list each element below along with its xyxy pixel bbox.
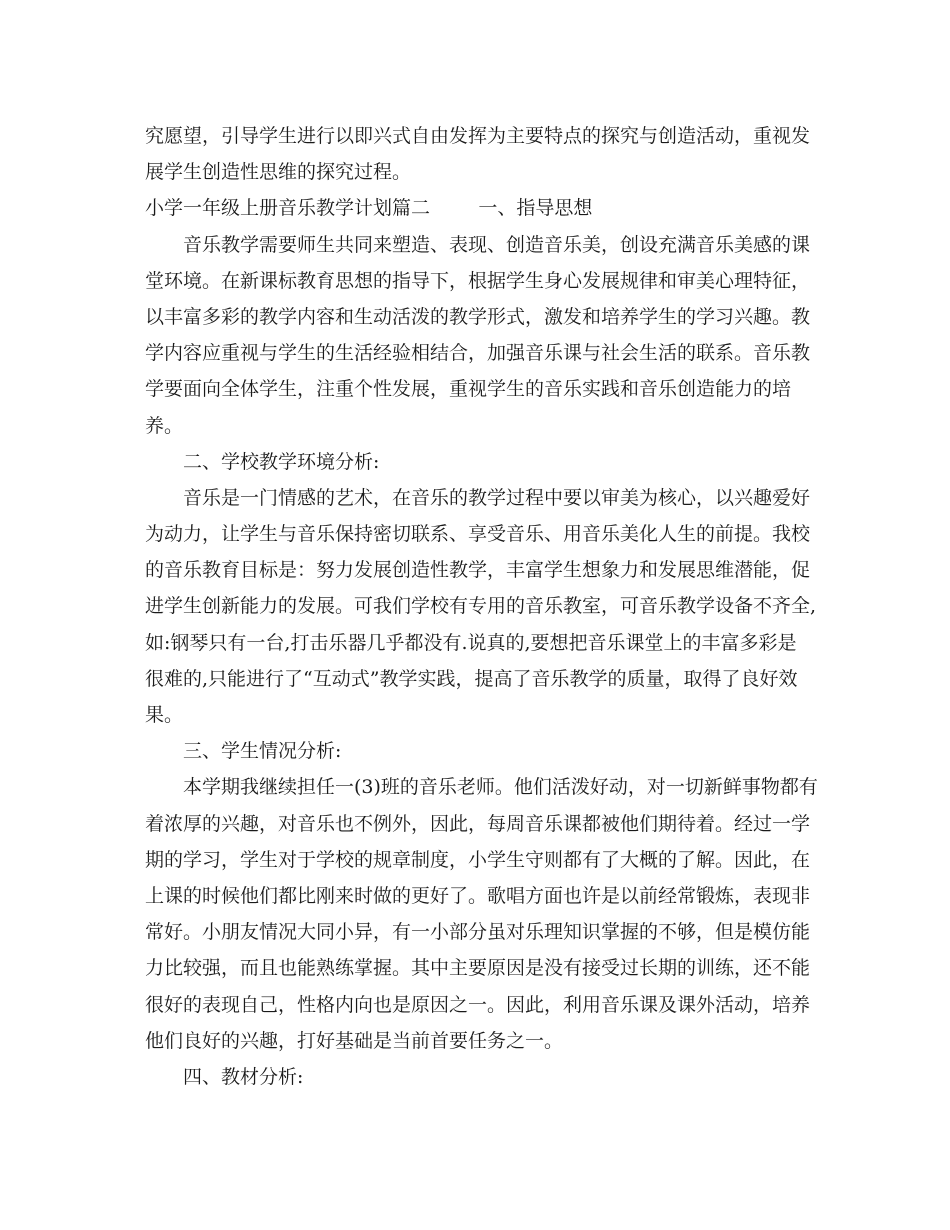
text-line: 如:钢琴只有一台,打击乐器几乎都没有.说真的,要想把音乐课堂上的丰富多彩是 — [145, 631, 797, 654]
text-line: 以丰富多彩的教学内容和生动活泼的教学形式，激发和培养学生的学习兴趣。教 — [145, 305, 811, 328]
text-line: 常好。小朋友情况大同小异，有一小部分虽对乐理知识掌握的不够，但是模仿能 — [145, 921, 811, 944]
text-line: 学内容应重视与学生的生活经验相结合，加强音乐课与社会生活的联系。音乐教 — [145, 342, 811, 365]
paragraph-start: 音乐是一门情感的艺术，在音乐的教学过程中要以审美为核心，以兴趣爱好 — [183, 486, 811, 509]
section-heading: 三、学生情况分析: — [183, 740, 342, 763]
text-line: 展学生创造性思维的探究过程。 — [145, 161, 412, 184]
text-line: 着浓厚的兴趣，对音乐也不例外，因此，每周音乐课都被他们期待着。经过一学 — [145, 812, 811, 835]
text-line: 为动力，让学生与音乐保持密切联系、享受音乐、用音乐美化人生的前提。我校 — [145, 523, 811, 546]
text-line: 力比较强，而且也能熟练掌握。其中主要原因是没有接受过长期的训练，还不能 — [145, 957, 811, 980]
section-heading: 二、学校教学环境分析: — [183, 450, 380, 473]
text-line: 他们良好的兴趣，打好基础是当前首要任务之一。 — [145, 1029, 564, 1052]
text-line: 究愿望，引导学生进行以即兴式自由发挥为主要特点的探究与创造活动，重视发 — [145, 125, 811, 147]
section-heading-line: 小学一年级上册音乐教学计划篇二 一、指导思想 — [145, 197, 593, 220]
paragraph-start: 音乐教学需要师生共同来塑造、表现、创造音乐美，创设充满音乐美感的课 — [183, 233, 811, 256]
text-line: 养。 — [145, 414, 184, 437]
text-line: 很难的,只能进行了“互动式”教学实践，提高了音乐教学的质量，取得了良好效 — [145, 667, 798, 690]
text-line: 果。 — [145, 704, 184, 726]
text-line: 很好的表现自己，性格内向也是原因之一。因此，利用音乐课及课外活动，培养 — [145, 993, 811, 1016]
text-line: 堂环境。在新课标教育思想的指导下，根据学生身心发展规律和审美心理特征， — [145, 269, 811, 292]
document-body — [145, 118, 818, 1095]
text-line: 期的学习，学生对于学校的规章制度，小学生守则都有了大概的了解。因此，在 — [145, 848, 811, 871]
text-line: 学要面向全体学生，注重个性发展，重视学生的音乐实践和音乐创造能力的培 — [145, 378, 792, 401]
text-line: 进学生创新能力的发展。可我们学校有专用的音乐教室，可音乐教学设备不齐全, — [145, 595, 817, 618]
paragraph-start: 本学期我继续担任一(3)班的音乐老师。他们活泼好动，对一切新鲜事物都有 — [183, 776, 818, 799]
section-heading: 四、教材分析: — [183, 1065, 304, 1088]
text-line: 上课的时候他们都比刚来时做的更好了。歌唱方面也许是以前经常锻炼，表现非 — [145, 884, 811, 907]
text-line: 的音乐教育目标是：努力发展创造性教学，丰富学生想象力和发展思维潜能，促 — [145, 559, 811, 582]
